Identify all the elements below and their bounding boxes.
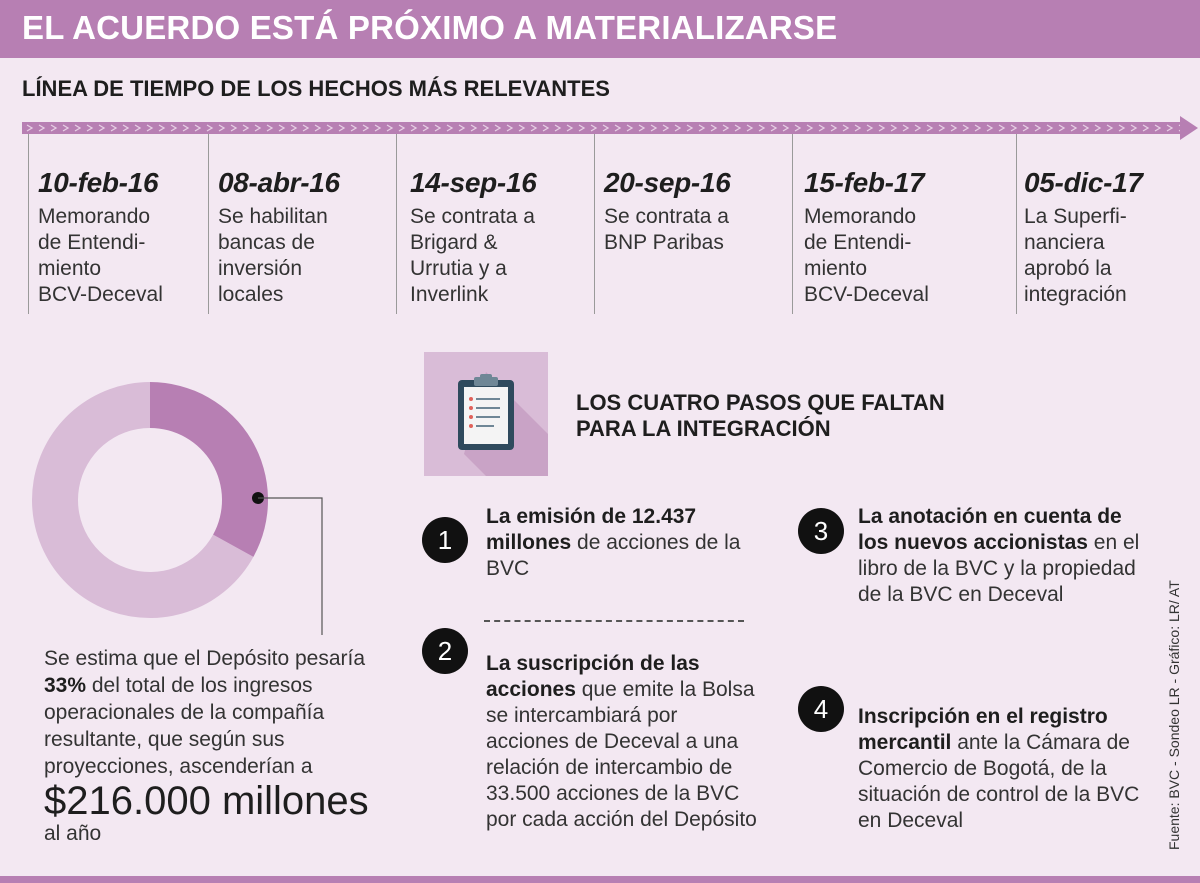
timeline-event xyxy=(604,166,731,256)
event-text: Se habilitan bancas de inversión locales xyxy=(218,205,328,306)
event-text: Memorando de Entendi- miento BCV-Deceval xyxy=(38,205,163,306)
timeline-event xyxy=(38,166,163,308)
step-number-1: 1 xyxy=(422,517,468,563)
step-rest: que emite la Bolsa se intercambiará por acciones de Deceval a una relación de intercambio de 33.500 acciones de la BVC por cada acción del Depósito xyxy=(486,678,757,831)
event-date: 05-dic-17 xyxy=(1024,167,1143,198)
step-1-text xyxy=(486,504,758,582)
timeline-divider xyxy=(792,134,793,314)
timeline-event xyxy=(804,166,929,308)
estimate-text-end: del total de los ingresos operacionales de la compañía resultante, que según sus proyecciones, ascenderían a xyxy=(44,674,325,778)
step-number-3: 3 xyxy=(798,508,844,554)
timeline-event xyxy=(218,166,340,308)
estimate-text xyxy=(44,645,404,780)
step-bold: La anotación en cuenta de los nuevos accionistas xyxy=(858,505,1122,554)
bottom-bar xyxy=(0,876,1200,883)
event-date: 20-sep-16 xyxy=(604,167,731,198)
source-credit: Fuente: BVC - Sondeo LR - Gráfico: LR/ AT xyxy=(1166,580,1182,850)
timeline-arrow xyxy=(0,110,1200,150)
timeline-event xyxy=(410,166,537,308)
leader-line xyxy=(250,490,330,640)
event-text: Memorando de Entendi- miento BCV-Deceval xyxy=(804,205,929,306)
event-text: Se contrata a BNP Paribas xyxy=(604,205,729,254)
timeline-divider xyxy=(28,134,29,314)
step-bold: Inscripción en el registro mercantil xyxy=(858,705,1108,754)
estimate-text-start: Se estima que el Depósito pesaría xyxy=(44,647,366,670)
step-3-text xyxy=(858,504,1148,608)
step-rest: de acciones de la BVC xyxy=(486,531,741,580)
event-text: La Superfi- nanciera aprobó la integración xyxy=(1024,205,1127,306)
event-date: 08-abr-16 xyxy=(218,167,340,198)
step-number-2: 2 xyxy=(422,628,468,674)
step-bold: La emisión de 12.437 millones xyxy=(486,505,697,554)
event-date: 14-sep-16 xyxy=(410,167,537,198)
step-4-text xyxy=(858,704,1148,834)
steps-title-line: PARA LA INTEGRACIÓN xyxy=(576,416,831,441)
step-divider xyxy=(484,620,744,622)
steps-title xyxy=(576,390,945,442)
clipboard-icon xyxy=(424,352,548,476)
event-text: Se contrata a Brigard & Urrutia y a Inverlink xyxy=(410,205,535,306)
estimate-amount: $216.000 millones xyxy=(44,779,369,823)
timeline-divider xyxy=(1016,134,1017,314)
page-title: EL ACUERDO ESTÁ PRÓXIMO A MATERIALIZARSE xyxy=(22,9,838,46)
step-rest: en el libro de la BVC y la propiedad de la BVC en Deceval xyxy=(858,531,1140,606)
title-bar xyxy=(0,0,1200,58)
steps-title-line: LOS CUATRO PASOS QUE FALTAN xyxy=(576,390,945,415)
event-date: 15-feb-17 xyxy=(804,167,925,198)
estimate-per-year: al año xyxy=(44,822,102,845)
step-bold: La suscripción de las acciones xyxy=(486,652,700,701)
timeline-subtitle: LÍNEA DE TIEMPO DE LOS HECHOS MÁS RELEVANTES xyxy=(22,76,610,101)
event-date: 10-feb-16 xyxy=(38,167,159,198)
timeline-event xyxy=(1024,166,1143,308)
timeline-divider xyxy=(396,134,397,314)
step-2-text xyxy=(486,651,758,833)
share-donut xyxy=(30,380,280,630)
timeline-divider xyxy=(208,134,209,314)
timeline-divider xyxy=(594,134,595,314)
step-rest: ante la Cámara de Comercio de Bogotá, de la situación de control de la BVC en Deceval xyxy=(858,731,1140,832)
step-number-4: 4 xyxy=(798,686,844,732)
estimate-highlight: 33% xyxy=(44,674,87,697)
